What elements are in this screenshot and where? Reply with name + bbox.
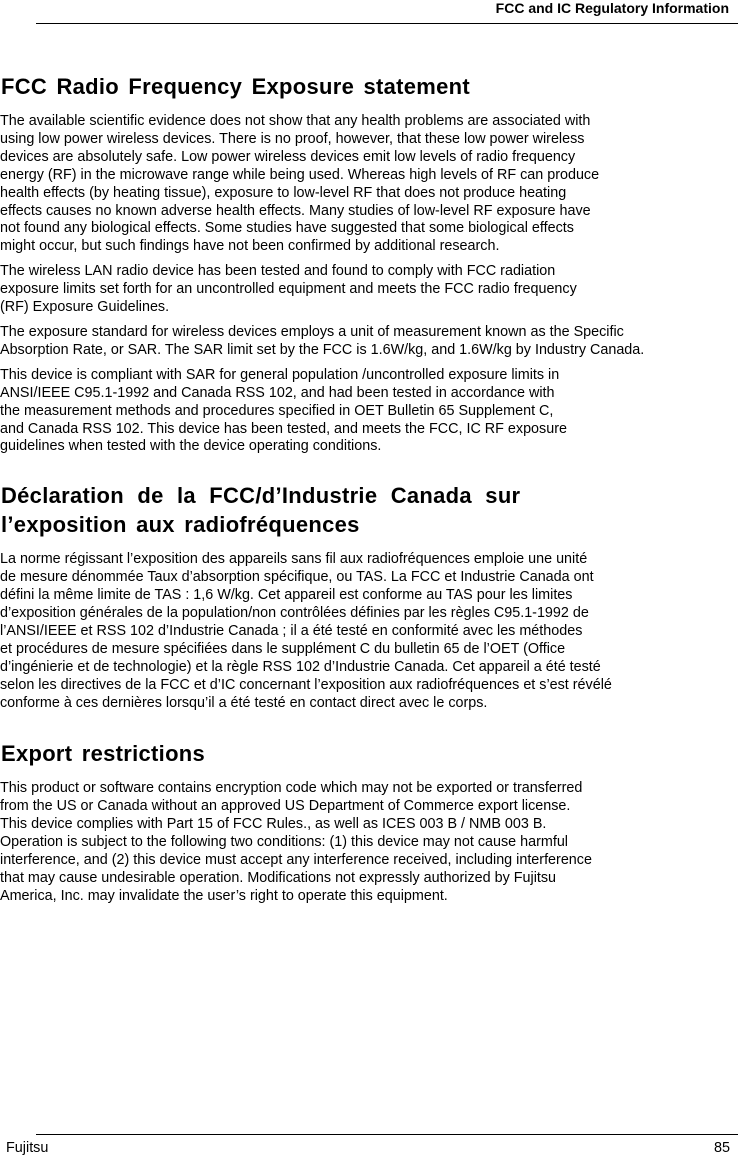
text-line: effects causes no known adverse health effects. Many studies of low-level RF exposure have	[0, 202, 591, 219]
text-line: using low power wireless devices. There is no proof, however, that these low power wireless	[0, 130, 585, 147]
text-line: ANSI/IEEE C95.1-1992 and Canada RSS 102, and had been tested in accordance with	[0, 384, 555, 401]
text-line: that may cause undesirable operation. Modifications not expressly authorized by Fujitsu	[0, 870, 557, 886]
section-declaration-fcc-ic	[0, 481, 745, 712]
text-line: guidelines when tested with the device operating conditions.	[0, 438, 382, 455]
text-line: (RF) Exposure Guidelines.	[0, 299, 170, 316]
text-line: conforme à ces dernières lorsqu’il a été testé en contact direct avec le corps.	[0, 694, 488, 711]
text-line: The available scientific evidence does not show that any health problems are associated with	[0, 113, 591, 129]
page-content	[0, 72, 745, 906]
section-heading	[1, 481, 745, 539]
text-line: health effects (by heating tissue), exposure to low-level RF that does not produce heating	[0, 184, 567, 201]
heading-line: FCC Radio Frequency Exposure statement	[1, 74, 470, 99]
heading-line: Export restrictions	[1, 741, 206, 767]
footer-publisher: Fujitsu	[6, 1140, 49, 1156]
paragraph	[0, 780, 745, 905]
text-line: d’ingénierie et de technologie) et la règle RSS 102 d’Industrie Canada. Cet appareil a été testé	[0, 658, 601, 675]
heading-line: l’exposition aux radiofréquences	[1, 512, 360, 538]
paragraph	[0, 113, 745, 256]
text-line: This product or software contains encryption code which may not be exported or transferred	[0, 780, 583, 797]
text-line: l’ANSI/IEEE et RSS 102 d’Industrie Canada ; il a été testé en conformité avec les méthodes	[0, 622, 583, 639]
text-line: from the US or Canada without an approved US Department of Commerce export license.	[0, 798, 571, 815]
heading-line: Déclaration de la FCC/d’Industrie Canada sur	[1, 483, 521, 509]
text-line: and Canada RSS 102. This device has been tested, and meets the FCC, IC RF exposure	[0, 420, 567, 437]
page-number: 85	[713, 1140, 730, 1156]
text-line: This device complies with Part 15 of FCC Rules., as well as ICES 003 B / NMB 003 B.	[0, 816, 547, 833]
text-line: energy (RF) in the microwave range while being used. Whereas high levels of RF can produce	[0, 166, 600, 183]
text-line: et procédures de mesure spécifiées dans le supplément C du bulletin 65 de l’OET (Office	[0, 640, 566, 657]
text-line: La norme régissant l’exposition des appareils sans fil aux radiofréquences emploie une unité	[0, 551, 588, 568]
paragraph	[0, 263, 745, 317]
text-line: de mesure dénommée Taux d’absorption spécifique, ou TAS. La FCC et Industrie Canada ont	[0, 569, 594, 586]
text-line: the measurement methods and procedures specified in OET Bulletin 65 Supplement C,	[0, 402, 554, 419]
section-heading	[1, 739, 745, 768]
text-line: America, Inc. may invalidate the user’s right to operate this equipment.	[0, 887, 448, 904]
text-line: Operation is subject to the following two conditions: (1) this device may not cause harmful	[0, 834, 568, 851]
header-rule	[36, 23, 738, 24]
paragraph	[0, 324, 745, 360]
text-line: exposure limits set forth for an uncontrolled equipment and meets the FCC radio frequency	[0, 281, 577, 298]
text-line: might occur, but such findings have not been confirmed by additional research.	[0, 238, 500, 255]
text-line: défini la même limite de TAS : 1,6 W/kg. Cet appareil est conforme au TAS pour les limites	[0, 587, 573, 604]
text-line: Absorption Rate, or SAR. The SAR limit set by the FCC is 1.6W/kg, and 1.6W/kg by Industry Canada.	[0, 341, 645, 358]
text-line: interference, and (2) this device must accept any interference received, including interference	[0, 852, 592, 869]
text-line: d’exposition générales de la population/non contrôlées définies par les règles C95.1-1992 de	[0, 605, 589, 622]
section-heading	[1, 72, 745, 101]
paragraph	[0, 367, 745, 457]
section-export-restrictions	[0, 739, 745, 905]
text-line: devices are absolutely safe. Low power wireless devices emit low levels of radio frequency	[0, 148, 576, 165]
running-header-title: FCC and IC Regulatory Information	[495, 0, 729, 16]
text-line: This device is compliant with SAR for general population /uncontrolled exposure limits in	[0, 366, 560, 383]
text-line: selon les directives de la FCC et d’IC concernant l’exposition aux radiofréquences et s’est révélé	[0, 676, 612, 693]
footer-rule	[36, 1134, 738, 1135]
paragraph	[0, 551, 745, 712]
section-fcc-rf-exposure	[0, 72, 745, 456]
text-line: The exposure standard for wireless devices employs a unit of measurement known as the Specific	[0, 323, 624, 340]
text-line: not found any biological effects. Some studies have suggested that some biological effects	[0, 220, 574, 237]
text-line: The wireless LAN radio device has been tested and found to comply with FCC radiation	[0, 263, 556, 280]
